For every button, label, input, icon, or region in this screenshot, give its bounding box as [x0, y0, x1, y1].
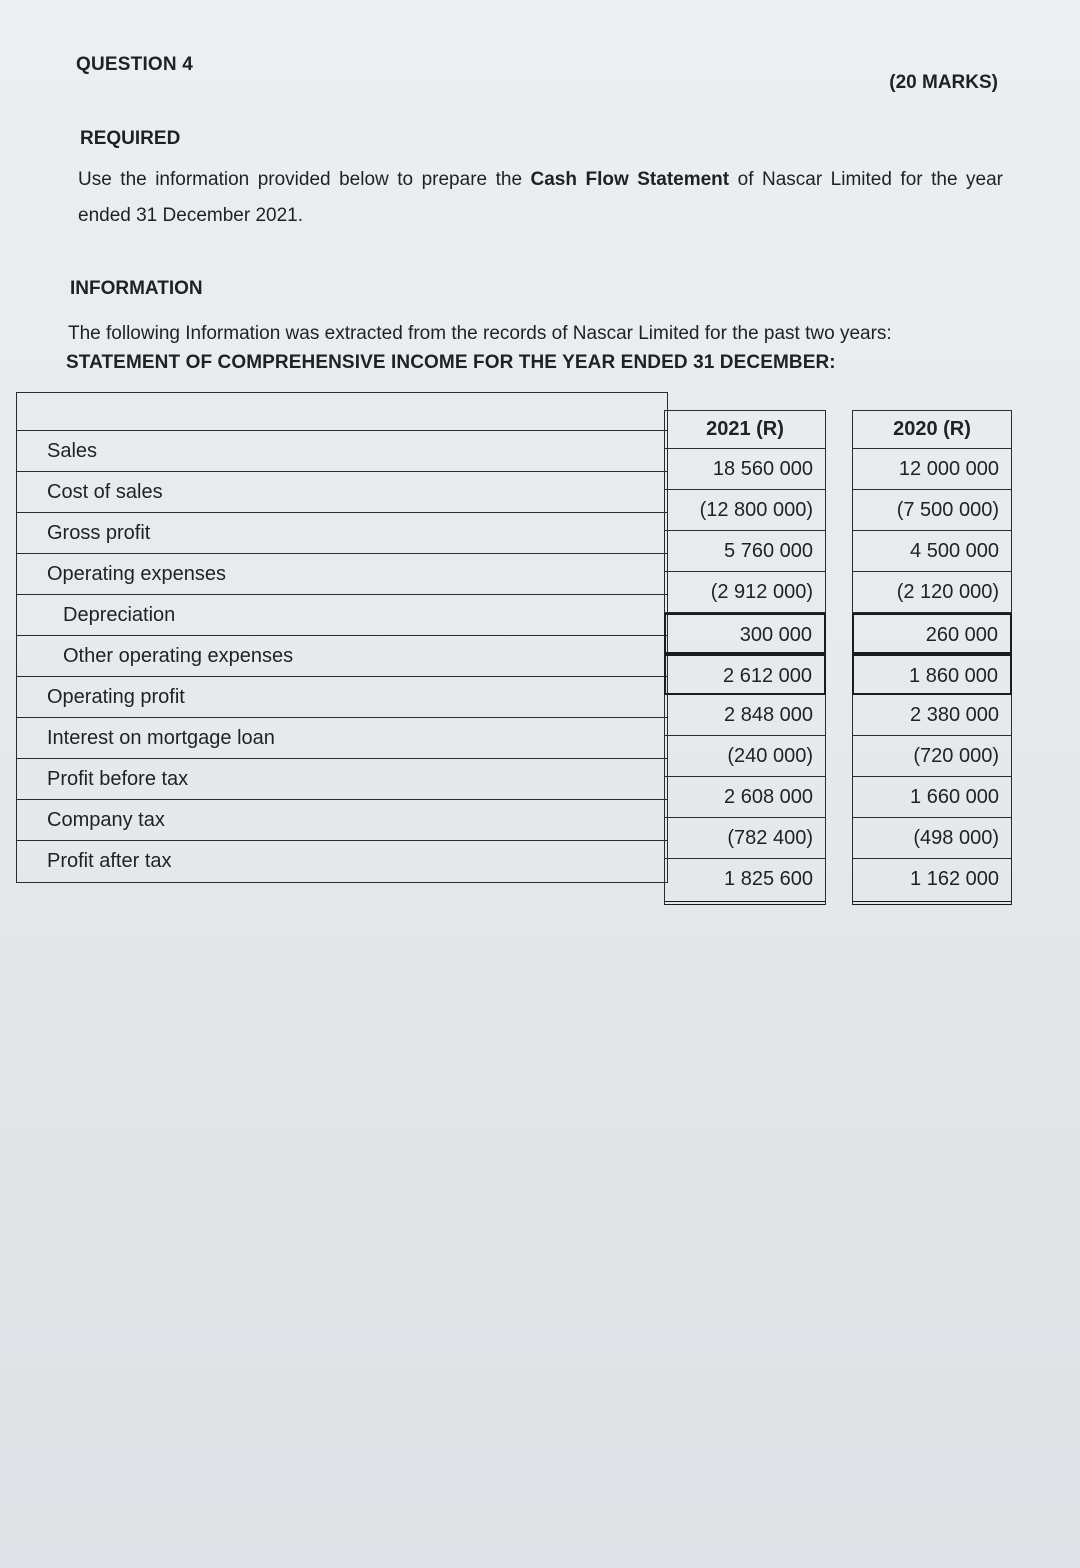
row-label-cost-of-sales: Cost of sales [17, 472, 667, 513]
information-text: The following Information was extracted from the records of Nascar Limited for the past two years: [68, 323, 892, 344]
cell-2020-company-tax: (498 000) [853, 818, 1011, 859]
cell-2020-sales: 12 000 000 [853, 449, 1011, 490]
row-label-gross-profit: Gross profit [17, 513, 667, 554]
cell-2021-operating-expenses: (2 912 000) [665, 572, 825, 613]
row-label-profit-before-tax: Profit before tax [17, 759, 667, 800]
cell-2021-company-tax: (782 400) [665, 818, 825, 859]
column-header-2021: 2021 (R) [665, 411, 825, 449]
required-text-after: of Nascar Limited for the year ended 31 December 2021. [78, 169, 1003, 226]
cell-2020-profit-after-tax: 1 162 000 [853, 859, 1011, 905]
required-text-bold: Cash Flow Statement [530, 169, 730, 190]
cell-2020-depreciation: 260 000 [852, 613, 1012, 654]
question-marks: (20 MARKS) [889, 72, 998, 93]
column-header-2020: 2020 (R) [853, 411, 1011, 449]
cell-2020-operating-profit: 2 380 000 [853, 695, 1011, 736]
cell-2021-cost-of-sales: (12 800 000) [665, 490, 825, 531]
row-label-sales: Sales [17, 431, 667, 472]
cell-2020-interest: (720 000) [853, 736, 1011, 777]
cell-2020-other-operating-expenses: 1 860 000 [852, 654, 1012, 695]
row-label-depreciation: Depreciation [17, 595, 667, 636]
required-heading: REQUIRED [80, 128, 181, 149]
row-label-operating-expenses: Operating expenses [17, 554, 667, 595]
required-text-before: Use the information provided below to prepare the [78, 169, 531, 190]
statement-title: STATEMENT OF COMPREHENSIVE INCOME FOR THE YEAR ENDED 31 DECEMBER: [66, 352, 836, 373]
cell-2021-gross-profit: 5 760 000 [665, 531, 825, 572]
row-label-company-tax: Company tax [17, 800, 667, 841]
row-label-operating-profit: Operating profit [17, 677, 667, 718]
cell-2021-interest: (240 000) [665, 736, 825, 777]
income-statement-table [16, 392, 1016, 937]
column-2020 [852, 410, 1012, 905]
question-title: QUESTION 4 [76, 54, 194, 75]
required-text [78, 162, 1003, 234]
cell-2021-operating-profit: 2 848 000 [665, 695, 825, 736]
row-label-other-operating-expenses: Other operating expenses [17, 636, 667, 677]
cell-2021-profit-after-tax: 1 825 600 [665, 859, 825, 905]
description-column [16, 392, 668, 883]
cell-2020-cost-of-sales: (7 500 000) [853, 490, 1011, 531]
column-2021 [664, 410, 826, 905]
cell-2021-other-operating-expenses: 2 612 000 [664, 654, 826, 695]
row-label-profit-after-tax: Profit after tax [47, 850, 172, 872]
cell-2020-profit-before-tax: 1 660 000 [853, 777, 1011, 818]
description-header [17, 393, 667, 431]
row-label-interest: Interest on mortgage loan [17, 718, 667, 759]
cell-2021-profit-before-tax: 2 608 000 [665, 777, 825, 818]
cell-2020-gross-profit: 4 500 000 [853, 531, 1011, 572]
cell-2021-depreciation: 300 000 [664, 613, 826, 654]
information-heading: INFORMATION [70, 278, 203, 299]
cell-2021-sales: 18 560 000 [665, 449, 825, 490]
cell-2020-operating-expenses: (2 120 000) [853, 572, 1011, 613]
